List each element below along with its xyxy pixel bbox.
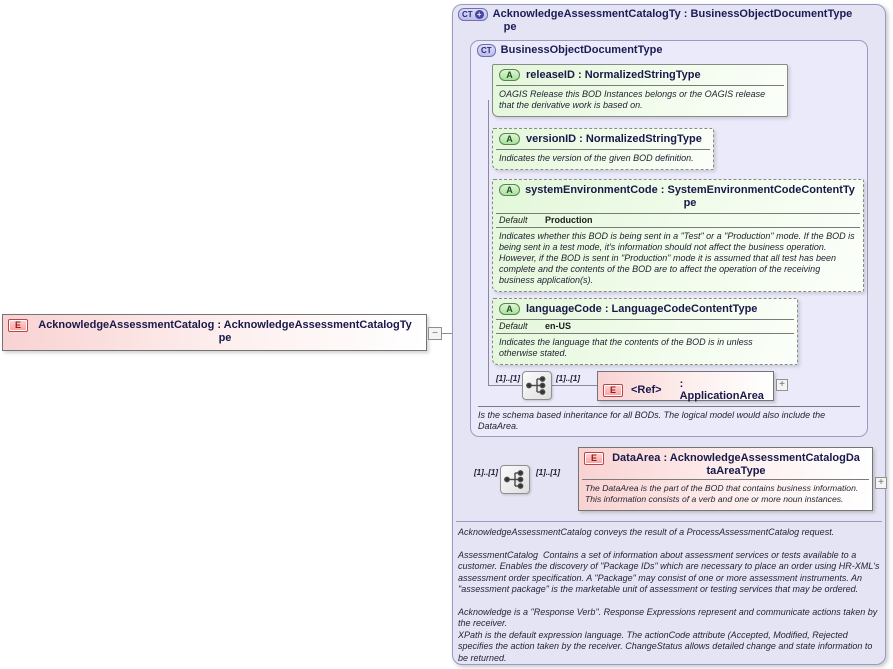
- derived-plus-icon: +: [475, 10, 484, 19]
- attribute-icon: A: [499, 133, 520, 145]
- complex-type-icon: CT +: [458, 8, 488, 21]
- documentation-paragraph: AcknowledgeAssessmentCatalog conveys the result of a ProcessAssessmentCatalog request.: [458, 527, 835, 537]
- collapse-button[interactable]: −: [428, 327, 442, 340]
- documentation-text: [458, 527, 882, 664]
- dataarea-title: DataArea : AcknowledgeAssessmentCatalogDa taAreaType: [612, 452, 860, 477]
- expand-button[interactable]: +: [776, 379, 788, 391]
- expand-button[interactable]: +: [875, 477, 887, 489]
- documentation-paragraph: XPath is the default expression language. The actionCode attribute (Accepted, Modified, Rejected specifies the action taken by the receiver. ChangeStatus allows detailed change and state information to be returned.: [458, 629, 873, 663]
- default-value-row: Default en-US: [499, 321, 572, 331]
- divider: [478, 406, 860, 407]
- connector-line: [552, 385, 597, 386]
- cardinality-label: [1]..[1]: [474, 468, 498, 477]
- sequence-icon[interactable]: [500, 465, 530, 494]
- divider: [456, 521, 882, 522]
- attribute-box-systemenvironmentcode[interactable]: A systemEnvironmentCode : SystemEnvironmentCodeContentTy pe Default Production Indicates whether this BOD is being sent in a "Test" or a "Production" mode. If the BOD is being sent in a test mode, it's information should not affect the business operation. However, if the BOD is sent in "Production" mode it is assumed that all test has been complete and the contents of the BOD are to affect the operation of the receiving business application(s).: [492, 179, 864, 292]
- documentation-paragraph: Acknowledge is a "Response Verb". Response Expressions represent and communicate actions taken by the receiver.: [458, 606, 878, 628]
- ref-element-name: <Ref>: [631, 384, 662, 396]
- cardinality-label: [1]..[1]: [556, 374, 580, 383]
- attribute-annotation: Indicates the language that the contents of the BOD is in unless otherwise stated.: [499, 337, 753, 358]
- attribute-box-languagecode[interactable]: A languageCode : LanguageCodeContentType Default en-US Indicates the language that the contents of the BOD is in unless otherwise stated.: [492, 298, 798, 365]
- root-element-title: AcknowledgeAssessmentCatalog : AcknowledgeAssessmentCatalogTy pe: [38, 319, 412, 344]
- attribute-annotation: OAGIS Release this BOD Instances belongs or the OAGIS release that the derivative work is based on.: [499, 89, 766, 110]
- element-icon: E: [603, 384, 623, 397]
- attribute-icon: A: [499, 184, 520, 196]
- ref-element-box-applicationarea[interactable]: [597, 371, 774, 401]
- ref-element-type: : ApplicationArea: [679, 378, 764, 402]
- cardinality-label: [1]..[1]: [496, 374, 520, 383]
- base-type-annotation: Is the schema based inheritance for all BODs. The logical model would also include the DataArea.: [478, 410, 826, 431]
- sequence-icon[interactable]: [522, 371, 552, 400]
- connector-line: [488, 385, 522, 386]
- attribute-box-versionid[interactable]: A versionID : NormalizedStringType Indicates the version of the given BOD definition.: [492, 128, 714, 170]
- documentation-paragraph: AssessmentCatalog Contains a set of information about assessment services or tests available to a customer. Enables the discovery of "Package IDs" which are necessary to place an order using HR-XML's assessment order specification. A "Package" may consist of one or more assessment instruments. An "assessment package" is the marketable unit of assessment or testing services that may be ordered.: [458, 549, 880, 594]
- cardinality-label: [1]..[1]: [536, 468, 560, 477]
- complex-type-header: [458, 8, 852, 33]
- base-type-header: [477, 44, 662, 57]
- root-element-box[interactable]: [2, 314, 427, 351]
- complex-type-title: AcknowledgeAssessmentCatalogTy : BusinessObjectDocumentType pe: [492, 8, 853, 33]
- element-box-dataarea[interactable]: [578, 447, 873, 511]
- attribute-icon: A: [499, 303, 520, 315]
- base-type-icon: CT: [477, 44, 496, 57]
- attribute-annotation: Indicates the version of the given BOD definition.: [499, 153, 694, 163]
- attribute-annotation: Indicates whether this BOD is being sent in a "Test" or a "Production" mode. If the BOD is being sent in a test mode, it's information should not affect the business operation. However, if the BOD is sent in "Production" mode it is assumed that all test has been complete and the contents of the BOD are to affect the operation of the receiving business application(s).: [499, 231, 855, 285]
- default-value-row: Default Production: [499, 215, 593, 225]
- connector-line: [488, 100, 489, 386]
- dataarea-annotation: The DataArea is the part of the BOD that contains business information. This information consists of a verb and one or more noun instances.: [585, 483, 859, 504]
- element-icon: E: [8, 319, 28, 332]
- element-icon: E: [584, 452, 604, 465]
- attribute-icon: A: [499, 69, 520, 81]
- attribute-box-releaseid[interactable]: A releaseID : NormalizedStringType OAGIS Release this BOD Instances belongs or the OAGIS release that the derivative work is based on.: [492, 64, 788, 117]
- base-type-title: BusinessObjectDocumentType: [500, 44, 663, 56]
